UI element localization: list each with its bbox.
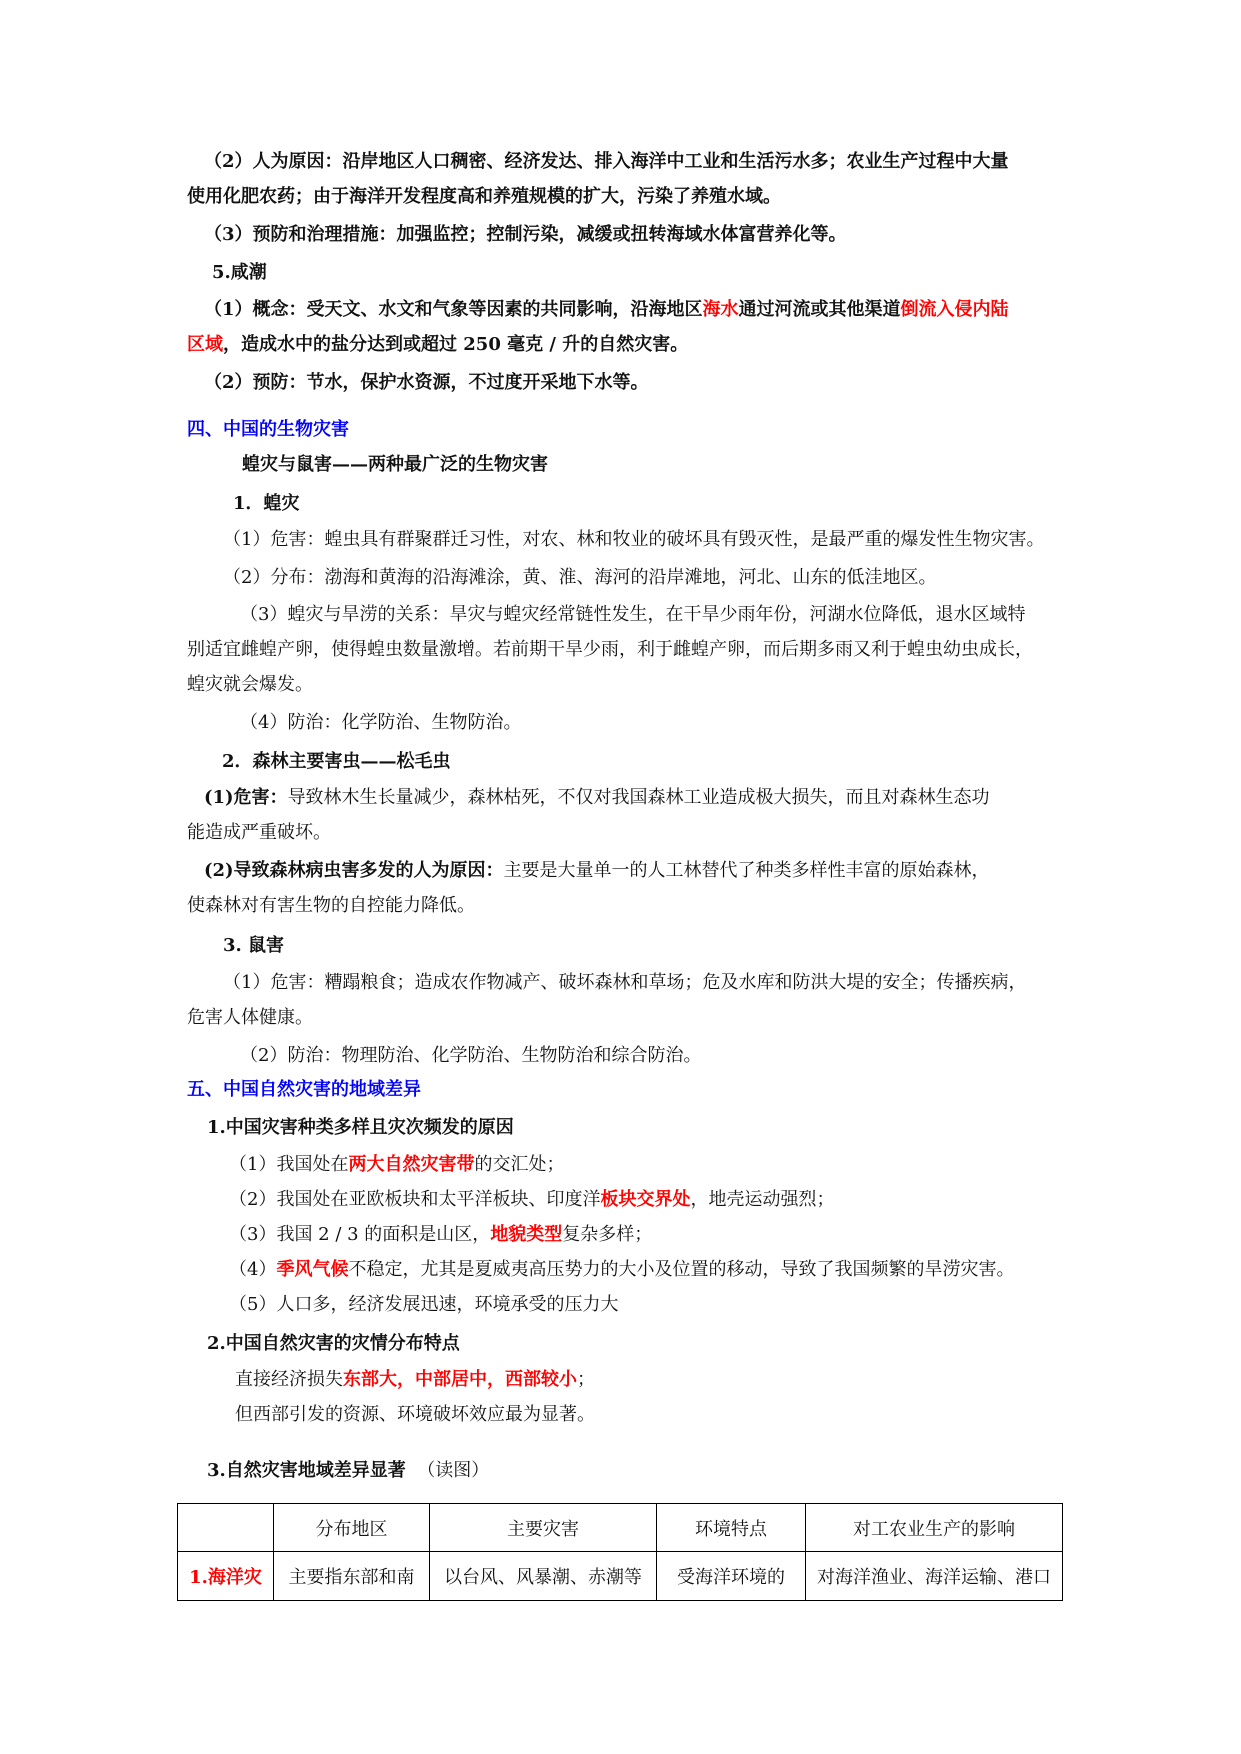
highlight-span: 倒流入侵内陆 bbox=[900, 299, 1009, 320]
text-line: 蝗灾就会爆发。 bbox=[187, 674, 313, 695]
text-line: 使用化肥农药；由于海洋开发程度高和养殖规模的扩大，污染了养殖水域。 bbox=[187, 186, 781, 207]
text-span: （4） bbox=[229, 1259, 277, 1280]
item-title: 1.中国灾害种类多样且灾次频发的原因 bbox=[207, 1117, 514, 1138]
text-span: 3.自然灾害地域差异显著 bbox=[207, 1460, 406, 1481]
text-line: （5）人口多，经济发展迅速，环境承受的压力大 bbox=[229, 1294, 619, 1315]
text-span: 导致林木生长量减少，森林枯死，不仅对我国森林工业造成极大损失，而且对森林生态功 bbox=[287, 787, 990, 808]
text-line bbox=[229, 1187, 834, 1213]
table-header-cell: 分布地区 bbox=[274, 1504, 430, 1552]
table-header-cell: 环境特点 bbox=[657, 1504, 806, 1552]
highlight-span: 板块交界处 bbox=[600, 1189, 691, 1210]
text-line: （3）蝗灾与旱涝的关系：旱灾与蝗灾经常链性发生，在干旱少雨年份，河湖水位降低，退水区域特 bbox=[240, 604, 1026, 625]
section-heading-5: 五、中国自然灾害的地域差异 bbox=[187, 1079, 421, 1100]
table-header-cell bbox=[178, 1504, 274, 1552]
text-span: （1）我国处在 bbox=[229, 1154, 349, 1175]
text-span: （1）概念：受天文、水文和气象等因素的共同影响，沿海地区 bbox=[204, 299, 703, 320]
text-line: 危害人体健康。 bbox=[187, 1007, 313, 1028]
text-line: （1）危害：糟蹋粮食；造成农作物减产、破坏森林和草场；危及水库和防洪大堤的安全；传播疾病， bbox=[223, 972, 1027, 993]
text-line: （2）人为原因：沿岸地区人口稠密、经济发达、排入海洋中工业和生活污水多；农业生产过程中大量 bbox=[204, 151, 1009, 172]
text-span: 的交汇处； bbox=[474, 1154, 565, 1175]
text-line bbox=[229, 1152, 564, 1178]
item-title: 1．蝗灾 bbox=[233, 493, 300, 514]
text-label: (1)危害： bbox=[204, 787, 288, 808]
highlight-span: 海水 bbox=[702, 299, 739, 320]
text-span: （3）我国 2 / 3 的面积是山区， bbox=[229, 1224, 491, 1245]
table-cell: 受海洋环境的 bbox=[657, 1552, 806, 1601]
item-title: 2.中国自然灾害的灾情分布特点 bbox=[207, 1333, 460, 1354]
text-line: （2）防治：物理防治、化学防治、生物防治和综合防治。 bbox=[240, 1045, 702, 1066]
text-line bbox=[204, 297, 1009, 323]
text-line: （3）预防和治理措施：加强监控；控制污染，减缓或扭转海域水体富营养化等。 bbox=[204, 224, 847, 245]
item-title: 2．森林主要害虫——松毛虫 bbox=[222, 751, 451, 772]
text-line bbox=[229, 1222, 652, 1248]
text-span: 不稳定，尤其是夏威夷高压势力的大小及位置的移动，导致了我国频繁的旱涝灾害。 bbox=[348, 1259, 1015, 1280]
highlight-span: 区域 bbox=[187, 334, 223, 355]
disaster-table bbox=[177, 1503, 1063, 1601]
table-cell: 以台风、风暴潮、赤潮等 bbox=[430, 1552, 657, 1601]
table-cell: 1.海洋灾 bbox=[178, 1552, 274, 1601]
text-line: 使森林对有害生物的自控能力降低。 bbox=[187, 895, 475, 916]
text-span: 主要是大量单一的人工林替代了种类多样性丰富的原始森林， bbox=[503, 860, 990, 881]
text-line: （4）防治：化学防治、生物防治。 bbox=[240, 712, 522, 733]
text-span: ，地壳运动强烈； bbox=[690, 1189, 835, 1210]
highlight-span: 地貌类型 bbox=[490, 1224, 563, 1245]
text-line bbox=[187, 332, 688, 358]
text-line: 但西部引发的资源、环境破坏效应最为显著。 bbox=[235, 1404, 595, 1425]
text-span: ； bbox=[577, 1369, 595, 1390]
item-title: 3. 鼠害 bbox=[223, 935, 285, 956]
text-line bbox=[204, 858, 990, 884]
item-title bbox=[207, 1458, 489, 1484]
table-cell: 对海洋渔业、海洋运输、港口 bbox=[806, 1552, 1063, 1601]
table-header-row bbox=[178, 1504, 1063, 1552]
text-span: ，造成水中的盐分达到或超过 250 毫克 / 升的自然灾害。 bbox=[223, 334, 689, 355]
text-line: （1）危害：蝗虫具有群聚群迁习性，对农、林和牧业的破坏具有毁灭性，是最严重的爆发性生物灾害。 bbox=[223, 529, 1045, 550]
highlight-span: 东部大，中部居中，西部较小 bbox=[343, 1369, 577, 1390]
text-span: 通过河流或其他渠道 bbox=[738, 299, 901, 320]
highlight-span: 两大自然灾害带 bbox=[348, 1154, 475, 1175]
section-heading-4: 四、中国的生物灾害 bbox=[187, 419, 349, 440]
text-span: （读图） bbox=[417, 1460, 490, 1481]
text-line bbox=[229, 1257, 1014, 1283]
highlight-span: 季风气候 bbox=[276, 1259, 349, 1280]
section-heading: 5.咸潮 bbox=[212, 262, 267, 283]
table-cell: 主要指东部和南 bbox=[274, 1552, 430, 1601]
table-row bbox=[178, 1552, 1063, 1601]
subheading: 蝗灾与鼠害——两种最广泛的生物灾害 bbox=[242, 454, 548, 475]
text-line: 能造成严重破坏。 bbox=[187, 822, 331, 843]
table-header-cell: 对工农业生产的影响 bbox=[806, 1504, 1063, 1552]
text-span: 复杂多样； bbox=[562, 1224, 653, 1245]
text-line: （2）预防：节水，保护水资源，不过度开采地下水等。 bbox=[204, 372, 649, 393]
text-line bbox=[235, 1367, 595, 1393]
text-line: 别适宜雌蝗产卵，使得蝗虫数量激增。若前期干旱少雨，利于雌蝗产卵，而后期多雨又利于蝗虫幼虫成长， bbox=[187, 639, 1033, 660]
text-line bbox=[204, 785, 990, 811]
text-line: （2）分布：渤海和黄海的沿海滩涂，黄、淮、海河的沿岸滩地，河北、山东的低洼地区。 bbox=[223, 567, 937, 588]
text-label: (2)导致森林病虫害多发的人为原因： bbox=[204, 860, 504, 881]
text-span: 直接经济损失 bbox=[235, 1369, 343, 1390]
text-span: （2）我国处在亚欧板块和太平洋板块、印度洋 bbox=[229, 1189, 601, 1210]
table-header-cell: 主要灾害 bbox=[430, 1504, 657, 1552]
